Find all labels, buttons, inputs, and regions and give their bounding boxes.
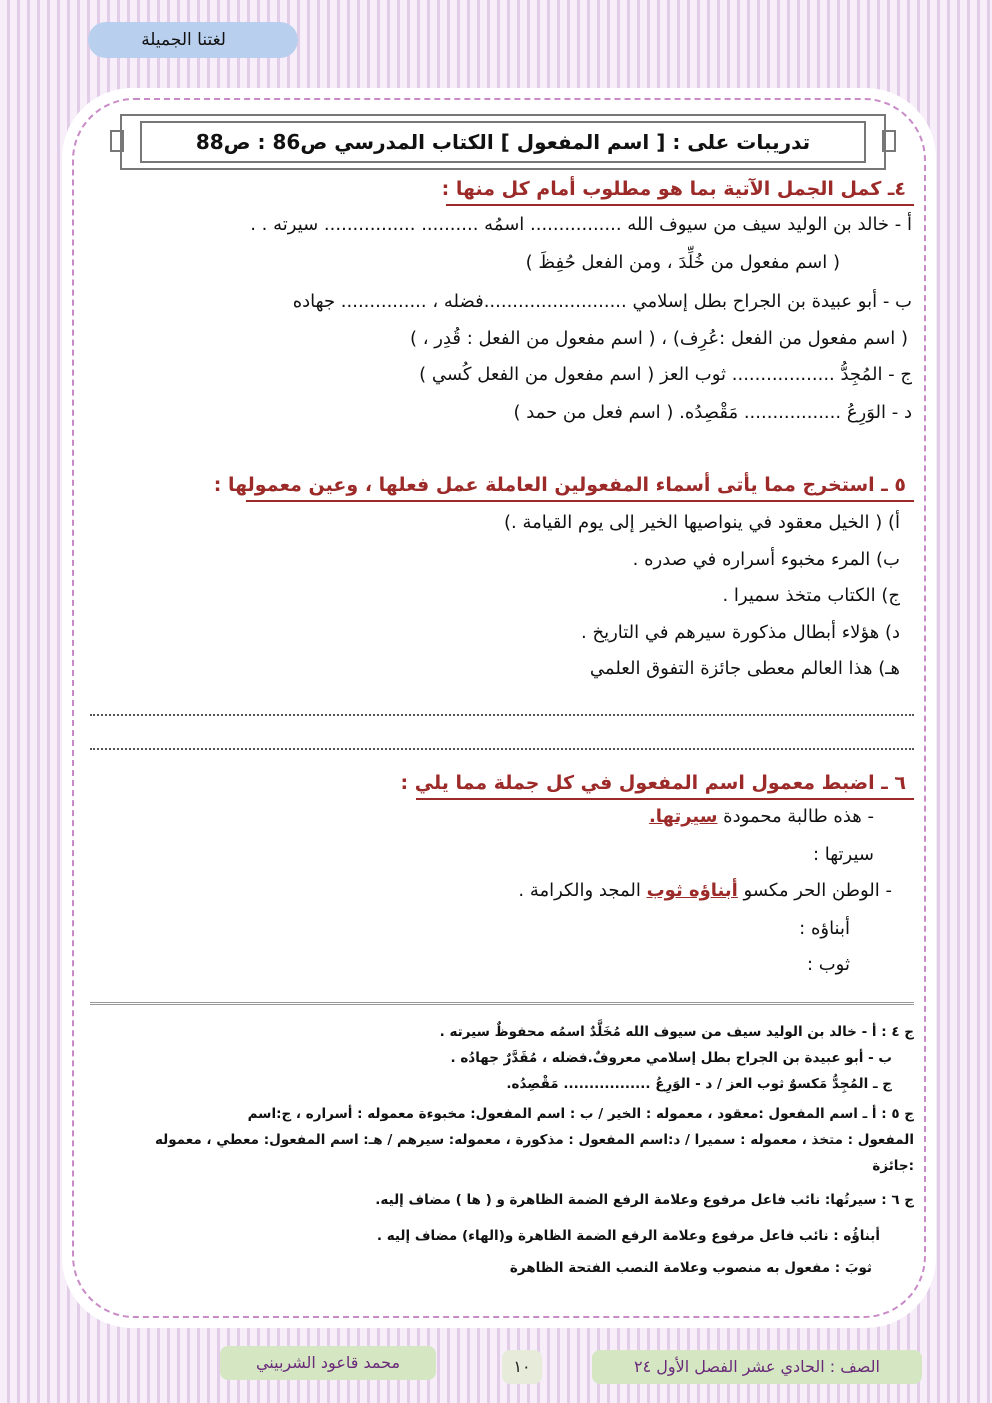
section6-label-3: ثوب : bbox=[806, 954, 850, 975]
section4-line-d: د - الوَرِعُ ................. مَقْصِدُه. ( اسم فعل من حمد ) bbox=[513, 402, 912, 423]
answer-line: ج ٦ : سيرتُها: نائب فاعل مرفوع وعلامة الرفع الضمة الظاهرة و ( ها ) مضاف إليه. bbox=[375, 1192, 914, 1208]
worksheet-card bbox=[62, 88, 936, 1328]
section5-heading: ٥ ـ استخرج مما يأتى أسماء المفعولين العاملة عمل فعلها ، وعين معمولها : bbox=[213, 474, 906, 496]
section5-item-e: هـ) هذا العالم معطى جائزة التفوق العلمي bbox=[589, 658, 900, 679]
section4-line-b-hint: ( اسم مفعول من الفعل :عُرِف) ، ( اسم مفعول من الفعل : قُدِر ، ) bbox=[410, 328, 908, 349]
answers-separator bbox=[90, 1002, 914, 1005]
worksheet-title: تدريبات على : [ اسم المفعول ] الكتاب المدرسي ص86 : ص88 bbox=[140, 121, 866, 163]
answer-dotted-line-1 bbox=[90, 714, 914, 716]
section4-line-c: ج - المُجِدُّ .................. ثوب العز ( اسم مفعول من الفعل كُسي ) bbox=[419, 364, 912, 385]
answer-line: ج ٤ : أ - خالد بن الوليد سيف من سيوف الله مُخَلَّدٌ اسمُه محفوظٌ سيرته . bbox=[439, 1024, 914, 1040]
section5-underline bbox=[246, 500, 914, 502]
answer-dotted-line-2 bbox=[90, 748, 914, 750]
section6-label-1: سيرتها : bbox=[812, 844, 874, 865]
title-frame bbox=[120, 114, 886, 170]
answer-line: :جائزة bbox=[872, 1158, 914, 1174]
subject-tab: لغتنا الجميلة bbox=[88, 22, 298, 58]
section5-item-b: ب) المرء مخبوء أسراره في صدره . bbox=[632, 549, 900, 570]
sentence-2-text: - الوطن الحر مكسو bbox=[737, 880, 892, 901]
section4-underline bbox=[446, 204, 914, 206]
section5-item-a: أ) ( الخيل معقود في ينواصيها الخير إلى يوم القيامة .) bbox=[504, 512, 900, 533]
section4-line-a: أ - خالد بن الوليد سيف من سيوف الله ................ اسمُه .......... ................ سيرته . . bbox=[250, 214, 912, 235]
footer-author: محمد قاعود الشربيني bbox=[220, 1346, 436, 1380]
section6-sentence-1 bbox=[649, 806, 874, 827]
answer-line: ب - أبو عبيدة بن الجراح بطل إسلامي معروفٌ.فضله ، مُقَدَّرٌ جهادُه . bbox=[450, 1050, 892, 1066]
sentence-1-highlight: سيرتها. bbox=[648, 806, 718, 827]
footer-page-number: ١٠ bbox=[502, 1350, 542, 1384]
answer-line: ج ـ المُجِدُّ مَكسوٌ ثوب العز / د - الوَرِعُ ................. مَقْصِدُه. bbox=[506, 1076, 892, 1092]
section6-underline bbox=[416, 798, 914, 800]
section4-heading: ٤ـ كمل الجمل الآتية بما هو مطلوب أمام كل منها : bbox=[441, 178, 906, 200]
section5-item-c: ج) الكتاب متخذ سميرا . bbox=[722, 585, 900, 606]
answer-line: أبناؤُه : نائب فاعل مرفوع وعلامة الرفع الضمة الظاهرة و(الهاء) مضاف إليه . bbox=[376, 1228, 880, 1244]
section6-sentence-2 bbox=[518, 880, 892, 901]
answer-line: ثوبَ : مفعول به منصوب وعلامة النصب الفتحة الظاهرة bbox=[509, 1260, 872, 1276]
frame-ornament-left bbox=[110, 130, 124, 152]
section5-item-d: د) هؤلاء أبطال مذكورة سيرهم في التاريخ . bbox=[581, 622, 900, 643]
frame-ornament-right bbox=[882, 130, 896, 152]
section4-line-a-hint: ( اسم مفعول من خُلِّدَ ، ومن الفعل حُفِظَ ) bbox=[525, 252, 840, 273]
answer-line: ج ٥ : أ ـ اسم المفعول :معقود ، معموله : الخير / ب : اسم المفعول: مخبوءة معموله : أسراره ، ج:اسم bbox=[247, 1106, 914, 1122]
sentence-2-suffix: المجد والكرامة . bbox=[518, 880, 647, 901]
section6-label-2: أبناؤه : bbox=[799, 918, 850, 939]
footer-grade: الصف : الحادي عشر الفصل الأول ٢٤ bbox=[592, 1350, 922, 1384]
sentence-1-text: - هذه طالبة محمودة bbox=[717, 806, 874, 827]
answer-line: المفعول : متخذ ، معموله : سميرا / د:اسم المفعول : مذكورة ، معموله: سيرهم / هـ: اسم المفعول: معطي ، معموله bbox=[154, 1132, 914, 1148]
section4-line-b: ب - أبو عبيدة بن الجراح بطل إسلامي .........................فضله ، ............... جهاده bbox=[292, 291, 912, 312]
sentence-2-highlight: أبناؤه ثوب bbox=[646, 880, 738, 901]
section6-heading: ٦ ـ اضبط معمول اسم المفعول في كل جملة مما يلي : bbox=[400, 772, 906, 794]
